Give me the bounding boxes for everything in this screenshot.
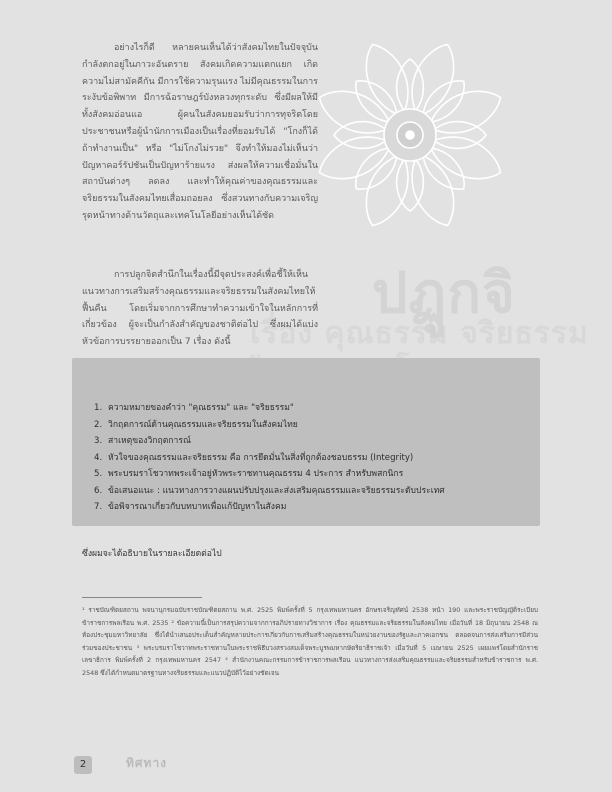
- summary-line: ซึ่งผมจะได้อธิบายในรายละเอียดต่อไป: [82, 549, 222, 559]
- topic-number: 6.: [94, 485, 103, 496]
- topic-number: 2.: [94, 419, 103, 430]
- topic-number: 3.: [94, 436, 103, 446]
- topic-item: [94, 499, 445, 516]
- topic-text: ความหมายของคำว่า "คุณธรรม" และ "จริยธรรม": [108, 403, 294, 413]
- topic-text: สาเหตุของวิกฤตการณ์: [108, 436, 191, 446]
- topic-text: ข้อพิจารณาเกี่ยวกับบทบาทเพื่อแก้ปัญหาในสังคม: [108, 502, 287, 512]
- topic-number: 7.: [94, 502, 103, 512]
- topic-item: [94, 483, 445, 500]
- page-number: 2: [74, 756, 92, 774]
- topic-number: 4.: [94, 452, 103, 463]
- footnote-divider: [82, 597, 202, 598]
- background-subtitle-word: เรื่อง คุณธรรม จริยธรรม: [250, 316, 589, 351]
- topic-item: [94, 466, 445, 483]
- topic-item: [94, 400, 445, 417]
- footnotes: ¹ ราชบัณฑิตยสถาน พจนานุกรมฉบับราชบัณฑิตยสถาน พ.ศ. 2525 พิมพ์ครั้งที่ 5 กรุงเทพมหานคร อักษรเจริญทัศน์ 2538 หน้า 190 และพระราชบัญญัติระเบียบข้าราชการพลเรือน พ.ศ. 2535 ² ข้อความนี้เป็นการสรุปความจากการอภิปรายทางวิชาการ เรื่อง คุณธรรมและจริยธรรมในสังคมไทย เมื่อวันที่ 18 มิถุนายน 2548 ณ ห้องประชุมมหาวิทยาลัย ซึ่งได้นำเสนอประเด็นสำคัญหลายประการเกี่ยวกับการเสริมสร้างคุณธรรมในหน่วยงานของรัฐและภาคเอกชน ตลอดจนการส่งเสริมการมีส่วนร่วมของประชาชน ³ พระบรมราโชวาทพระราชทานในพระราชพิธีบวงสรวงสมเด็จพระบูรพมหากษัตริยาธิราชเจ้า เมื่อวันที่ 5 เมษายน 2525 เผยแพร่โดยสำนักราชเลขาธิการ พิมพ์ครั้งที่ 2 กรุงเทพมหานคร 2547 ⁴ สำนักงานคณะกรรมการข้าราชการพลเรือน แนวทางการส่งเสริมคุณธรรมและจริยธรรมสำหรับข้าราชการ พ.ศ. 2548 ซึ่งได้กำหนดมาตรฐานทางจริยธรรมและแนวปฏิบัติไว้อย่างชัดเจน: [82, 606, 538, 677]
- footer-brand: ทิศทาง: [126, 756, 168, 770]
- topic-text: วิกฤตการณ์ด้านคุณธรรมและจริยธรรมในสังคมไทย: [108, 419, 298, 430]
- topic-text: หัวใจของคุณธรรมและจริยธรรม คือ การยึดมั่นในสิ่งที่ถูกต้องชอบธรรม (Integrity): [108, 452, 414, 463]
- intro-paragraph: อย่างไรก็ดี หลายคนเห็นได้ว่าสังคมไทยในปัจจุบันกำลังตกอยู่ในภาวะอันตราย สังคมเกิดความแตกแยก เกิดความไม่สามัคคีกัน มีการใช้ความรุนแรง ไม่มีคุณธรรมในการระงับข้อพิพาท มีการฉ้อราษฎร์บังหลวงทุกระดับ ซึ่งมีผลให้มีทั้งสังคมอ่อนแอ ผู้คนในสังคมยอมรับว่าการทุจริตโดยประชาชนหรือผู้นำนักการเมืองเป็นเรื่องที่ยอมรับได้ "โกงก็ได้ถ้าทำงานเป็น" หรือ "ไม่โกงไม่รวย" จึงทำให้มองไม่เห็นว่าปัญหาคอร์รัปชันเป็นปัญหาร้ายแรง ส่งผลให้ความเชื่อมั่นในสถาบันต่างๆ ลดลง และทำให้คุณค่าของคุณธรรมและจริยธรรมในสังคมไทยเสื่อมถอยลง ซึ่งสวนทางกับความเจริญรุดหน้าทางด้านวัตถุและเทคโนโลยีอย่างเห็นได้ชัด: [82, 43, 318, 221]
- topic-number: 1.: [94, 403, 103, 413]
- background-title-word: ปฏูกจิ: [372, 260, 516, 326]
- topic-text: ข้อเสนอแนะ : แนวทางการวางแผนปรับปรุงและส่งเสริมคุณธรรมและจริยธรรมระดับประเทศ: [108, 485, 445, 496]
- topic-item: [94, 433, 445, 450]
- topics-list: [94, 400, 445, 516]
- purpose-paragraph: การปลูกจิตสำนึกในเรื่องนี้มีจุดประสงค์เพื่อชี้ให้เห็นแนวทางการเสริมสร้างคุณธรรมและจริยธรรมในสังคมไทยให้ฟื้นคืน โดยเริ่มจากการศึกษาทำความเข้าใจในหลักการที่เกี่ยวข้อง ผู้จะเป็นกำลังสำคัญของชาติต่อไป ซึ่งผมได้แบ่งหัวข้อการบรรยายออกเป็น 7 เรื่อง ดังนี้: [82, 270, 318, 348]
- topic-item: [94, 450, 445, 467]
- topics-box: [72, 358, 540, 526]
- lotus-flower-illustration: [305, 25, 515, 255]
- topic-text: พระบรมราโชวาทพระเจ้าอยู่หัวพระราชทานคุณธรรม 4 ประการ สำหรับพสกนิกร: [108, 469, 404, 479]
- topic-number: 5.: [94, 469, 103, 479]
- topic-item: [94, 417, 445, 434]
